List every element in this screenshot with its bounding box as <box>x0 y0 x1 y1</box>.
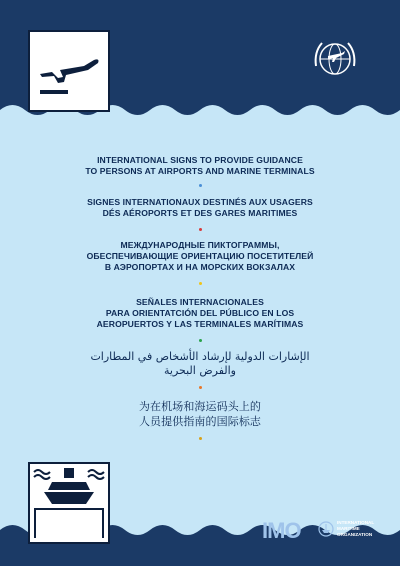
title-french-line: DÉS AÉROPORTS ET DES GARES MARITIMES <box>102 208 298 218</box>
separator-dot <box>199 437 202 440</box>
title-spanish-line: AEROPUERTOS Y LAS TERMINALES MARÍTIMAS <box>96 319 304 329</box>
title-chinese <box>0 399 400 429</box>
imo-name-line: MARITIME <box>337 526 360 531</box>
title-arabic-line: الإشارات الدولية لإرشاد الأشخاص في المطارات <box>90 350 310 363</box>
title-french-line: SIGNES INTERNATIONAUX DESTINÉS AUX USAGERS <box>87 197 313 207</box>
separator-dot <box>199 228 202 231</box>
title-russian <box>0 240 400 273</box>
title-chinese-line: 为在机场和海运码头上的 <box>138 400 262 413</box>
title-russian-line: МЕЖДУНАРОДНЫЕ ПИКТОГРАММЫ, <box>120 240 280 250</box>
imo-name-line: ORGANIZATION <box>337 532 373 537</box>
separator-dot <box>199 184 202 187</box>
title-french <box>0 197 400 219</box>
imo-name <box>337 520 374 538</box>
airplane-sign-icon <box>28 30 110 112</box>
title-russian-line: В АЭРОПОРТАХ И НА МОРСКИХ ВОКЗАЛАХ <box>104 262 296 272</box>
title-english-line: TO PERSONS AT AIRPORTS AND MARINE TERMINALS <box>85 166 315 176</box>
imo-name-line: INTERNATIONAL <box>337 520 375 525</box>
ship-sign-icon <box>28 462 110 544</box>
title-russian-line: ОБЕСПЕЧИВАЮЩИЕ ОРИЕНТАЦИЮ ПОСЕТИТЕЛЕЙ <box>86 251 314 261</box>
imo-emblem-icon <box>318 521 334 537</box>
separator-dot <box>199 282 202 285</box>
title-chinese-line: 人员提供指南的国际标志 <box>138 415 262 428</box>
separator-dot <box>199 339 202 342</box>
title-arabic <box>0 350 400 378</box>
title-arabic-line: والفرض البحرية <box>163 364 236 377</box>
imo-logo: IMO <box>262 518 301 543</box>
title-english-line: INTERNATIONAL SIGNS TO PROVIDE GUIDANCE <box>97 155 303 165</box>
icao-logo <box>304 26 366 88</box>
title-spanish-line: PARA ORIENTATCIÓN DEL PÚBLICO EN LOS <box>105 308 295 318</box>
title-english <box>0 155 400 177</box>
title-spanish <box>0 297 400 330</box>
separator-dot <box>199 386 202 389</box>
title-spanish-line: SEÑALES INTERNACIONALES <box>136 297 264 307</box>
